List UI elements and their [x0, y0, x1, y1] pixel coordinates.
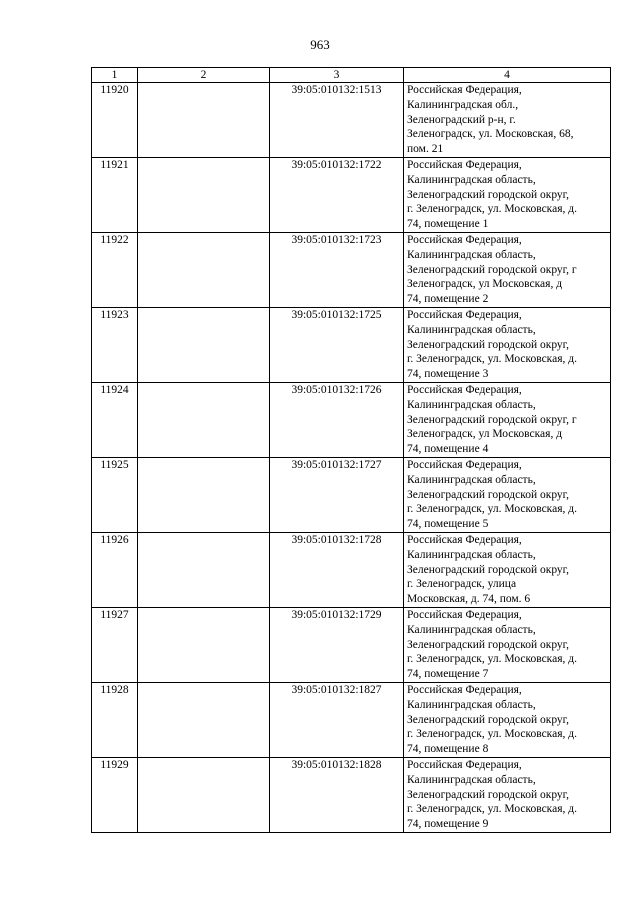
address: Российская Федерация, Калининградская область, Зеленоградский городской округ, г. Зеленоградск, ул. Московская, д. 74, помещение 9	[404, 758, 611, 833]
address: Российская Федерация, Калининградская область, Зеленоградский городской округ, г. Зеленоградск, ул. Московская, д. 74, помещение 8	[404, 683, 611, 758]
table-row	[92, 758, 611, 833]
row-number: 11925	[92, 458, 138, 533]
page-number: 963	[310, 37, 330, 52]
table-row	[92, 83, 611, 158]
row-col2	[138, 158, 270, 233]
table-row	[92, 383, 611, 458]
address: Российская Федерация, Калининградская область, Зеленоградский городской округ, г. Зеленоградск, ул. Московская, д. 74, помещение 3	[404, 308, 611, 383]
address: Российская Федерация, Калининградская область, Зеленоградский городской округ, г Зеленоградск, ул Московская, д 74, помещение 2	[404, 233, 611, 308]
cadastral-number: 39:05:010132:1729	[270, 608, 404, 683]
row-col2	[138, 308, 270, 383]
address: Российская Федерация, Калининградская обл., Зеленоградский р-н, г. Зеленоградск, ул. Московская, 68, пом. 21	[404, 83, 611, 158]
address: Российская Федерация, Калининградская область, Зеленоградский городской округ, г. Зеленоградск, ул. Московская, д. 74, помещение 5	[404, 458, 611, 533]
row-number: 11924	[92, 383, 138, 458]
row-col2	[138, 233, 270, 308]
row-col2	[138, 383, 270, 458]
address: Российская Федерация, Калининградская область, Зеленоградский городской округ, г. Зеленоградск, ул. Московская, д. 74, помещение 7	[404, 608, 611, 683]
cadastral-number: 39:05:010132:1723	[270, 233, 404, 308]
address: Российская Федерация, Калининградская область, Зеленоградский городской округ, г. Зеленоградск, ул. Московская, д. 74, помещение 1	[404, 158, 611, 233]
table-row	[92, 308, 611, 383]
cadastral-number: 39:05:010132:1726	[270, 383, 404, 458]
table-row	[92, 233, 611, 308]
column-header-4: 4	[404, 68, 611, 83]
row-col2	[138, 683, 270, 758]
row-col2	[138, 533, 270, 608]
table-row	[92, 683, 611, 758]
row-number: 11926	[92, 533, 138, 608]
column-header-3: 3	[270, 68, 404, 83]
row-col2	[138, 608, 270, 683]
address: Российская Федерация, Калининградская область, Зеленоградский городской округ, г Зеленоградск, ул Московская, д 74, помещение 4	[404, 383, 611, 458]
row-number: 11927	[92, 608, 138, 683]
cadastral-number: 39:05:010132:1722	[270, 158, 404, 233]
table-row	[92, 458, 611, 533]
table-row	[92, 608, 611, 683]
address: Российская Федерация, Калининградская область, Зеленоградский городской округ, г. Зеленоградск, улица Московская, д. 74, пом. 6	[404, 533, 611, 608]
row-number: 11928	[92, 683, 138, 758]
registry-table	[91, 67, 611, 833]
cadastral-number: 39:05:010132:1727	[270, 458, 404, 533]
row-number: 11921	[92, 158, 138, 233]
cadastral-number: 39:05:010132:1725	[270, 308, 404, 383]
table-row	[92, 533, 611, 608]
header-row	[92, 68, 611, 83]
cadastral-number: 39:05:010132:1828	[270, 758, 404, 833]
column-header-2: 2	[138, 68, 270, 83]
row-col2	[138, 758, 270, 833]
table-row	[92, 158, 611, 233]
row-col2	[138, 83, 270, 158]
column-header-1: 1	[92, 68, 138, 83]
cadastral-number: 39:05:010132:1728	[270, 533, 404, 608]
row-number: 11923	[92, 308, 138, 383]
row-number: 11920	[92, 83, 138, 158]
cadastral-number: 39:05:010132:1513	[270, 83, 404, 158]
row-col2	[138, 458, 270, 533]
row-number: 11922	[92, 233, 138, 308]
row-number: 11929	[92, 758, 138, 833]
cadastral-number: 39:05:010132:1827	[270, 683, 404, 758]
